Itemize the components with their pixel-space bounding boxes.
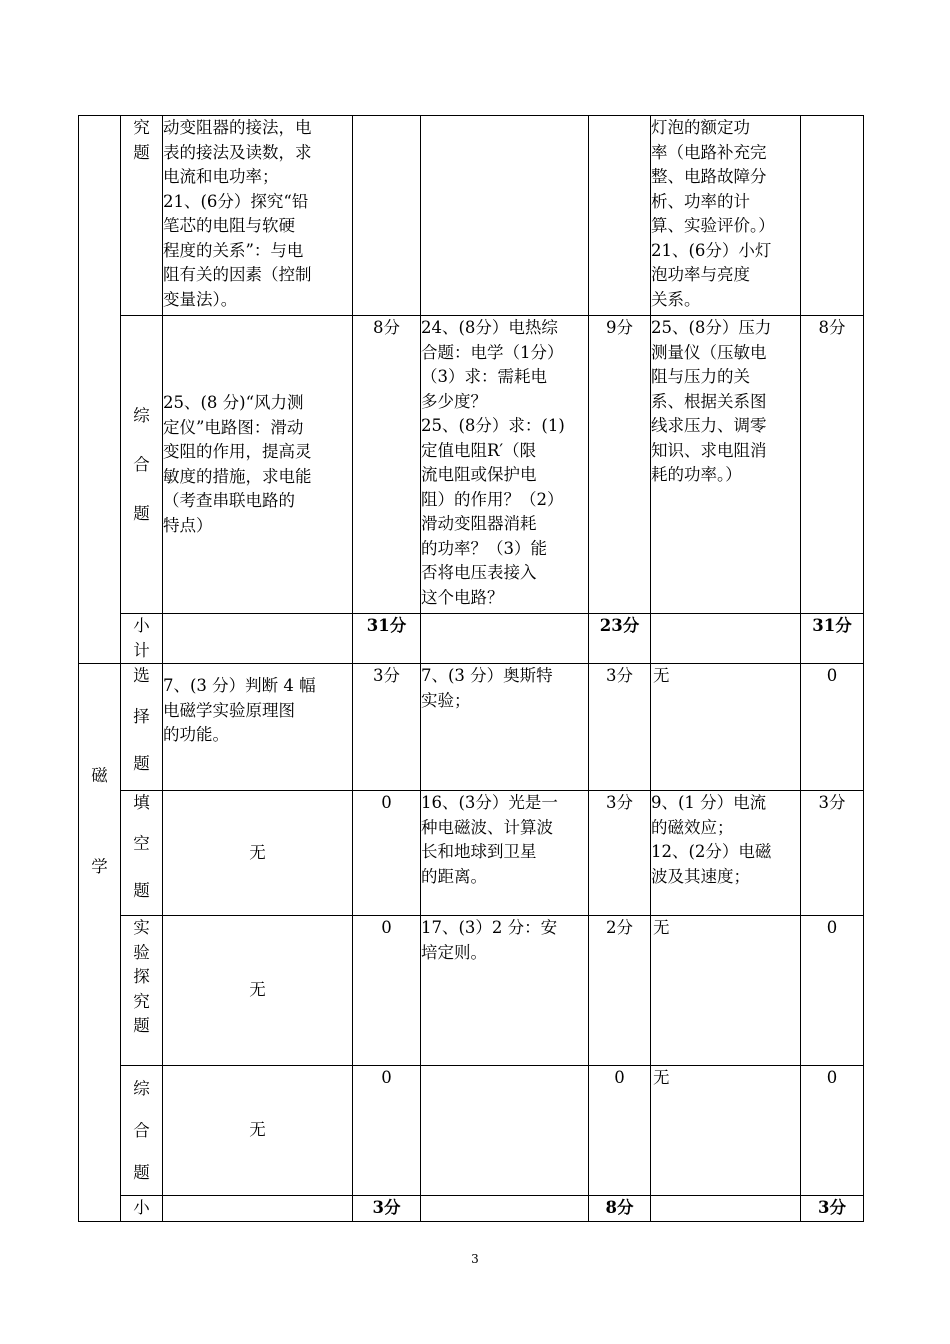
description-cell <box>421 1196 589 1222</box>
desc-line: 无 <box>653 918 670 937</box>
description-cell <box>651 614 801 664</box>
subtype-char: 题 <box>133 504 150 523</box>
desc-line: 泡功率与亮度 <box>651 265 750 284</box>
subtype-char: 小 <box>133 616 150 635</box>
description-cell <box>421 916 589 1066</box>
description-cell <box>651 316 801 614</box>
score-cell: 0 <box>353 791 421 916</box>
score-cell: 0 <box>353 916 421 1066</box>
subtype-cell <box>121 791 163 916</box>
score-cell: 8分 <box>801 316 864 614</box>
desc-line: 的距离。 <box>421 866 487 886</box>
desc-line: 阻）的作用？（2） <box>421 489 564 509</box>
desc-line: 定仪”电路图：滑动 <box>163 417 304 437</box>
desc-line: 21、(6分）小灯 <box>651 240 772 260</box>
category-char: 学 <box>91 856 108 876</box>
score-cell: 0 <box>353 1066 421 1196</box>
score-cell: 0 <box>801 664 864 791</box>
table-row <box>79 1066 864 1196</box>
subtype-char: 合 <box>133 1120 150 1140</box>
subtotal-score: 31分 <box>801 614 864 664</box>
subtype-char: 题 <box>133 142 150 162</box>
desc-line: 的磁效应； <box>651 817 734 837</box>
desc-line: 析、功率的计 <box>651 191 750 211</box>
subtotal-score: 31分 <box>353 614 421 664</box>
desc-line: 整、电路故障分 <box>651 167 767 186</box>
description-cell <box>163 614 353 664</box>
description-cell <box>651 1066 801 1196</box>
score-cell: 0 <box>801 916 864 1066</box>
score-cell <box>589 116 651 316</box>
subtype-char: 计 <box>133 640 150 660</box>
subtype-char: 题 <box>133 754 150 773</box>
desc-line: 17、(3）2 分：安 <box>421 918 558 937</box>
category-cell-magnetism <box>79 664 121 1222</box>
score-cell: 3分 <box>589 664 651 791</box>
exam-analysis-table <box>78 115 864 1222</box>
description-cell <box>421 664 589 791</box>
subtype-char: 实 <box>133 918 150 937</box>
category-cell-electricity-continued <box>79 116 121 664</box>
desc-line: 笔芯的电阻与软硬 <box>163 216 295 235</box>
subtotal-score: 3分 <box>353 1196 421 1222</box>
desc-line: 7、(3 分）奥斯特 <box>421 666 553 685</box>
page-number: 3 <box>471 1252 479 1266</box>
subtype-cell <box>121 1196 163 1222</box>
desc-line: 25、(8分）压力 <box>651 318 772 337</box>
desc-line: 24、(8分）电热综 <box>421 318 558 337</box>
desc-line: 9、(1 分）电流 <box>651 793 767 812</box>
subtype-char: 究 <box>133 118 150 137</box>
desc-line: 特点） <box>163 515 213 535</box>
desc-line: 关系。 <box>651 289 701 309</box>
table-row <box>79 916 864 1066</box>
desc-line: 7、(3 分）判断 4 幅 <box>163 676 316 695</box>
subtype-char: 探 <box>133 967 150 986</box>
description-cell <box>163 316 353 614</box>
description-cell <box>651 791 801 916</box>
desc-line: 程度的关系”：与电 <box>163 240 304 260</box>
desc-line: 流电阻或保护电 <box>421 465 537 484</box>
subtype-char: 合 <box>133 455 150 474</box>
desc-line: 率（电路补充完 <box>651 142 767 162</box>
desc-line: 灯泡的额定功 <box>651 118 750 137</box>
desc-line: 种电磁波、计算波 <box>421 817 553 837</box>
description-cell <box>651 1196 801 1222</box>
subtype-char: 填 <box>133 793 150 812</box>
desc-line: 滑动变阻器消耗 <box>421 514 537 533</box>
score-cell: 8分 <box>353 316 421 614</box>
score-cell: 0 <box>801 1066 864 1196</box>
description-cell: 无 <box>163 1066 353 1196</box>
description-cell <box>421 1066 589 1196</box>
desc-line: 多少度？ <box>421 391 487 411</box>
score-cell <box>801 116 864 316</box>
score-cell: 3分 <box>801 791 864 916</box>
desc-line: 阻有关的因素（控制 <box>163 265 312 284</box>
desc-line: 长和地球到卫星 <box>421 842 537 861</box>
subtype-cell <box>121 614 163 664</box>
desc-line: 25、(8 分)“风力测 <box>163 393 304 412</box>
score-cell <box>353 116 421 316</box>
subtype-char: 空 <box>133 834 150 853</box>
subtotal-score: 3分 <box>801 1196 864 1222</box>
description-cell <box>651 116 801 316</box>
desc-line: 系、根据关系图 <box>651 391 767 411</box>
desc-line: 敏度的措施，求电能 <box>163 466 312 486</box>
desc-line: 的功能。 <box>163 725 229 744</box>
desc-line: 25、(8分）求：(1) <box>421 416 565 435</box>
score-cell: 9分 <box>589 316 651 614</box>
subtype-cell <box>121 116 163 316</box>
score-cell: 3分 <box>353 664 421 791</box>
score-cell: 0 <box>589 1066 651 1196</box>
table-row <box>79 316 864 614</box>
subtype-cell <box>121 916 163 1066</box>
desc-line: 知识、求电阻消 <box>651 440 767 460</box>
desc-line: 12、(2分）电磁 <box>651 842 772 861</box>
desc-line: 阻与压力的关 <box>651 367 750 386</box>
desc-line: 波及其速度； <box>651 866 750 886</box>
table-row-subtotal <box>79 1196 864 1222</box>
table-row-subtotal <box>79 614 864 664</box>
desc-line: 这个电路？ <box>421 587 504 607</box>
table-row <box>79 116 864 316</box>
desc-line: 算、实验评价。） <box>651 216 775 235</box>
subtype-char: 题 <box>133 1162 150 1182</box>
description-cell <box>421 614 589 664</box>
desc-line: 定值电阻R′（限 <box>421 440 537 460</box>
score-cell: 3分 <box>589 791 651 916</box>
subtotal-score: 8分 <box>589 1196 651 1222</box>
desc-line: （考查串联电路的 <box>163 491 295 510</box>
desc-line: 实验； <box>421 690 471 710</box>
desc-line: 电磁学实验原理图 <box>163 700 295 720</box>
desc-line: 的功率？（3）能 <box>421 538 547 558</box>
description-cell <box>651 664 801 791</box>
subtotal-score: 23分 <box>589 614 651 664</box>
desc-line: 耗的功率。） <box>651 465 742 484</box>
desc-line: 16、(3分）光是一 <box>421 793 558 812</box>
subtype-char: 题 <box>133 881 150 900</box>
description-cell: 无 <box>163 916 353 1066</box>
subtype-char: 综 <box>133 1078 150 1098</box>
subtype-cell <box>121 316 163 614</box>
desc-line: 电流和电功率； <box>163 167 279 186</box>
subtype-cell <box>121 664 163 791</box>
desc-line: 否将电压表接入 <box>421 563 537 582</box>
desc-line: 变阻的作用，提高灵 <box>163 442 312 461</box>
description-cell <box>163 1196 353 1222</box>
subtype-char: 择 <box>133 707 150 726</box>
description-cell <box>163 116 353 316</box>
description-cell <box>163 664 353 791</box>
description-cell: 无 <box>163 791 353 916</box>
subtype-char: 题 <box>133 1016 150 1035</box>
desc-line: 无 <box>653 666 670 685</box>
desc-line: 测量仪（压敏电 <box>651 342 767 362</box>
description-cell <box>651 916 801 1066</box>
subtype-char: 小 <box>133 1198 150 1217</box>
desc-line: 线求压力、调零 <box>651 416 767 435</box>
desc-line: 变量法）。 <box>163 289 238 309</box>
desc-line: 动变阻器的接法，电 <box>163 118 312 137</box>
table-row <box>79 664 864 791</box>
subtype-char: 究 <box>133 991 150 1011</box>
description-cell <box>421 316 589 614</box>
category-char: 磁 <box>91 766 108 785</box>
score-cell: 2分 <box>589 916 651 1066</box>
description-cell <box>421 791 589 916</box>
description-cell <box>421 116 589 316</box>
desc-line: 培定则。 <box>421 942 487 962</box>
subtype-char: 综 <box>133 406 150 425</box>
subtype-cell <box>121 1066 163 1196</box>
desc-line: 表的接法及读数，求 <box>163 142 312 162</box>
subtype-char: 选 <box>133 666 150 685</box>
subtype-char: 验 <box>133 942 150 962</box>
desc-line: （3）求：需耗电 <box>421 367 547 386</box>
desc-line: 无 <box>653 1068 670 1087</box>
table-row <box>79 791 864 916</box>
desc-line: 合题：电学（1分） <box>421 342 564 362</box>
desc-line: 21、(6分）探究“铅 <box>163 191 309 211</box>
